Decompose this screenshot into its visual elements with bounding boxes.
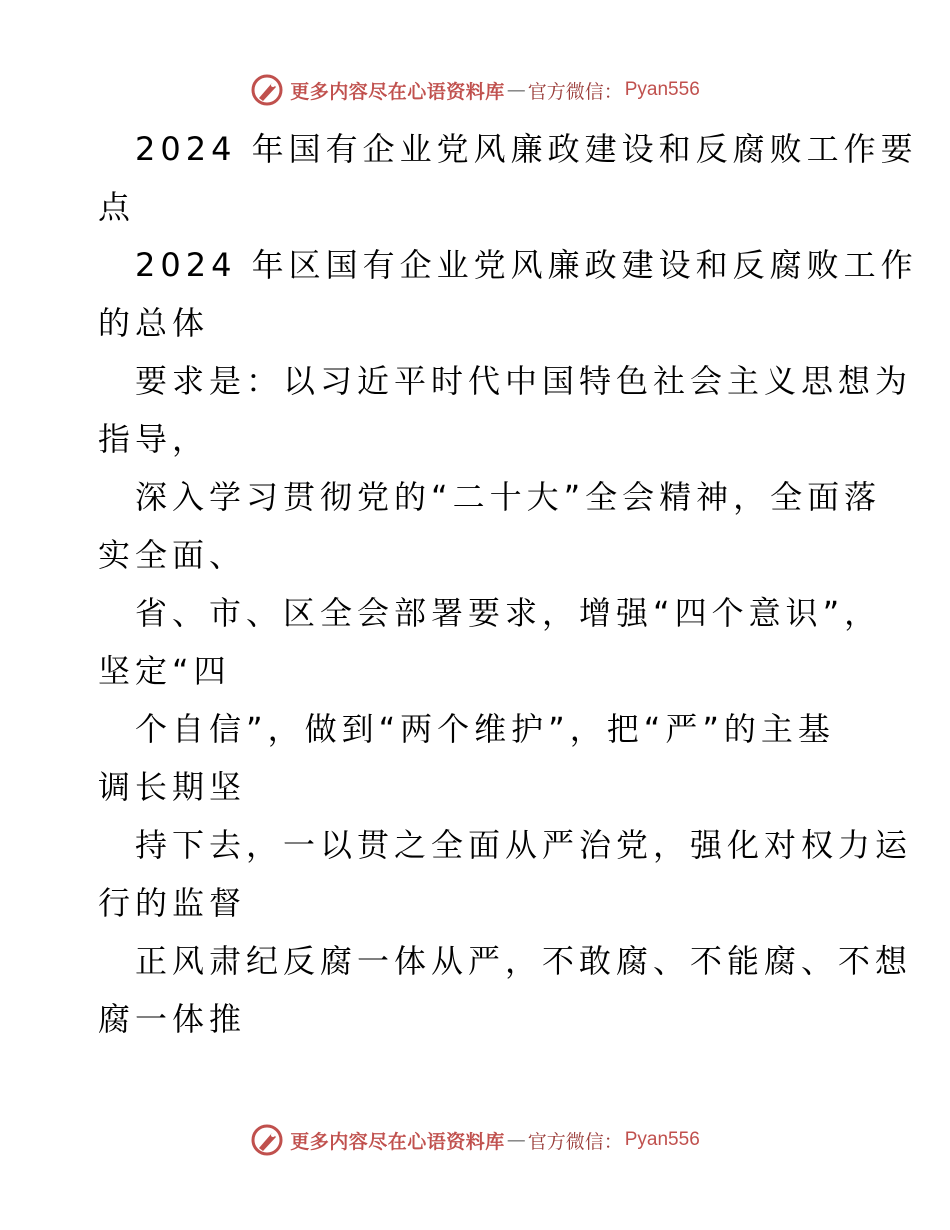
- banner-wechat-label: 官方微信：: [527, 80, 623, 103]
- pen-logo-icon: [250, 1123, 284, 1157]
- banner-wechat-label: 官方微信：: [527, 1130, 623, 1153]
- banner-wechat-id: Pyan556: [624, 79, 700, 100]
- text-line: 2024 年国有企业党风廉政建设和反腐败工作要: [135, 130, 918, 168]
- text-line: 坚定“四: [98, 652, 231, 690]
- text-line: 指导，: [98, 420, 210, 458]
- banner-text: 更多内容尽在心语资料库: [290, 80, 505, 103]
- banner-separator: —: [506, 1129, 526, 1151]
- text-line: 2024 年区国有企业党风廉政建设和反腐败工作: [135, 246, 918, 284]
- document-body: [98, 120, 918, 1048]
- banner-text: 更多内容尽在心语资料库: [290, 1130, 505, 1153]
- text-line: 持下去，一以贯之全面从严治党，强化对权力运: [135, 826, 913, 864]
- text-line: 省、市、区全会部署要求，增强“四个意识”，: [135, 594, 882, 632]
- text-line: 实全面、: [98, 536, 247, 574]
- text-line: 个自信”，做到“两个维护”，把“严”的主基: [135, 710, 835, 748]
- text-line: 腐一体推: [98, 1000, 247, 1038]
- pen-logo-icon: [250, 73, 284, 107]
- banner-wechat-id: Pyan556: [624, 1129, 700, 1150]
- banner-separator: —: [506, 79, 526, 101]
- text-line: 要求是：以习近平时代中国特色社会主义思想为: [135, 362, 913, 400]
- text-line: 点: [98, 188, 136, 226]
- text-line: 正风肃纪反腐一体从严，不敢腐、不能腐、不想: [135, 942, 913, 980]
- text-line: 调长期坚: [98, 768, 247, 806]
- text-line: 深入学习贯彻党的“二十大”全会精神，全面落: [135, 478, 882, 516]
- text-line: 行的监督: [98, 884, 247, 922]
- text-line: 的总体: [98, 304, 210, 342]
- footer-banner: [0, 1120, 950, 1160]
- header-banner: [0, 70, 950, 110]
